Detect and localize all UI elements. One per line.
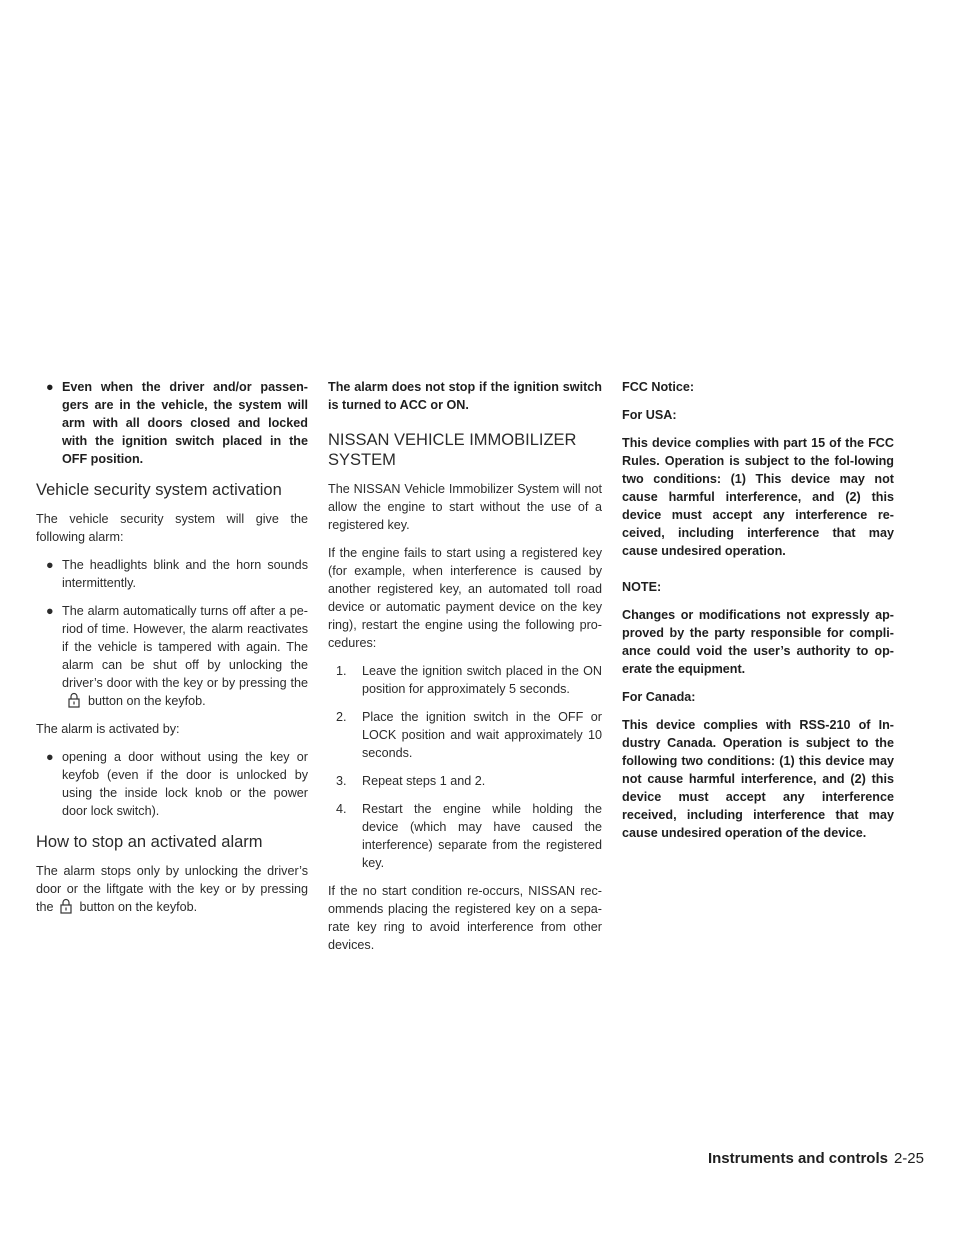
- step-text: Leave the ignition switch placed in the ON position for approximately 5 seconds.: [362, 664, 602, 696]
- list-item: [328, 800, 602, 872]
- bullet-text-after-icon: button on the keyfob.: [88, 694, 206, 708]
- page-number: 2-25: [893, 1150, 924, 1167]
- column-3: [622, 378, 894, 852]
- list-item: [328, 708, 602, 762]
- bullet-item-headlights: [36, 556, 308, 592]
- bullet-item-auto-off: [36, 602, 308, 710]
- paragraph-usa-compliance: This device complies with part 15 of the FCC Rules. Operation is subject to the fol-lowing two conditions: (1) This device may not cause harmful interference, and (2) this device must accept any interference re-ceived, including interference that may cause undesired operation.: [622, 436, 894, 558]
- bullet-text: The headlights blink and the horn sounds intermittently.: [62, 558, 308, 590]
- paragraph-stop-alarm: [36, 862, 308, 916]
- bullet-dot-icon: ●: [46, 604, 54, 618]
- lock-icon: [58, 898, 74, 914]
- section-heading-stop-alarm: How to stop an activated alarm: [36, 833, 263, 851]
- bullet-text-before-icon: The alarm automatically turns off after a pe-riod of time. However, the alarm reactivates if the vehicle is tampered with again. The alarm can be shut off by unlocking the driver’s door with the key or by pressing the: [62, 604, 308, 690]
- column-2: [328, 378, 602, 964]
- bullet-item-opening-door: [36, 748, 308, 820]
- paragraph-activated-by: The alarm is activated by:: [36, 722, 180, 736]
- note-label: NOTE:: [622, 580, 662, 594]
- bullet-text: opening a door without using the key or keyfob (even if the door is unlocked by using the inside lock knob or the power door lock switch).: [62, 750, 308, 818]
- bullet-dot-icon: ●: [46, 750, 54, 764]
- step-number: 3.: [336, 774, 347, 788]
- step-number: 1.: [336, 664, 347, 678]
- step-text: Place the ignition switch in the OFF or LOCK position and wait approximately 10 seconds.: [362, 710, 602, 760]
- bullet-dot-icon: ●: [46, 558, 54, 572]
- section-heading-immobilizer: NISSAN VEHICLE IMMOBILIZER SYSTEM: [328, 431, 577, 469]
- list-item: [328, 772, 602, 790]
- paragraph-engine-fails: If the engine fails to start using a registered key (for example, when interference is caused by another registered key, an automated toll road device or automatic payment device on the key ring), restart the engine using the following pro-cedures:: [328, 546, 602, 650]
- bullet-dot-icon: ●: [46, 380, 54, 394]
- section-heading-activation: Vehicle security system activation: [36, 481, 282, 499]
- for-canada-label: For Canada:: [622, 690, 696, 704]
- footer-section-title: Instruments and controls: [707, 1150, 888, 1167]
- paragraph-canada-compliance: This device complies with RSS-210 of In-dustry Canada. Operation is subject to the following two conditions: (1) this device may not cause harmful interference, and (2) this device must accept any interference received, including interference that may cause undesired operation of the device.: [622, 718, 894, 840]
- bullet-text: Even when the driver and/or passen-gers are in the vehicle, the system will arm with all doors closed and locked with the ignition switch placed in the OFF position.: [62, 380, 308, 466]
- for-usa-label: For USA:: [622, 408, 677, 422]
- column-1: [36, 378, 308, 926]
- bullet-item-system-arming: [36, 378, 308, 468]
- paragraph-no-start-recurs: If the no start condition re-occurs, NISSAN rec-ommends placing the registered key on a sepa-rate key ring to avoid interference from other devices.: [328, 884, 602, 952]
- paragraph-activation-intro: The vehicle security system will give the following alarm:: [36, 512, 308, 544]
- step-number: 2.: [336, 710, 347, 724]
- lock-icon: [66, 692, 82, 708]
- step-number: 4.: [336, 802, 347, 816]
- paragraph-immobilizer-intro: The NISSAN Vehicle Immobilizer System will not allow the engine to start without the use of a registered key.: [328, 482, 602, 532]
- page-footer: [708, 1150, 924, 1167]
- stop-text-after-icon: button on the keyfob.: [79, 900, 198, 914]
- step-text: Restart the engine while holding the device (which may have caused the interference) separate from the registered key.: [362, 802, 602, 870]
- fcc-notice-label: FCC Notice:: [622, 380, 695, 394]
- list-item: [328, 662, 602, 698]
- stop-text-before-icon: The alarm stops only by unlocking the driver’s door or the liftgate with the key or by pressing the: [36, 864, 308, 914]
- step-text: Repeat steps 1 and 2.: [362, 774, 486, 788]
- paragraph-note: Changes or modifications not expressly ap-proved by the party responsible for compli-ance could void the user’s authority to op-erate the equipment.: [622, 608, 894, 676]
- paragraph-alarm-note: The alarm does not stop if the ignition switch is turned to ACC or ON.: [328, 380, 602, 412]
